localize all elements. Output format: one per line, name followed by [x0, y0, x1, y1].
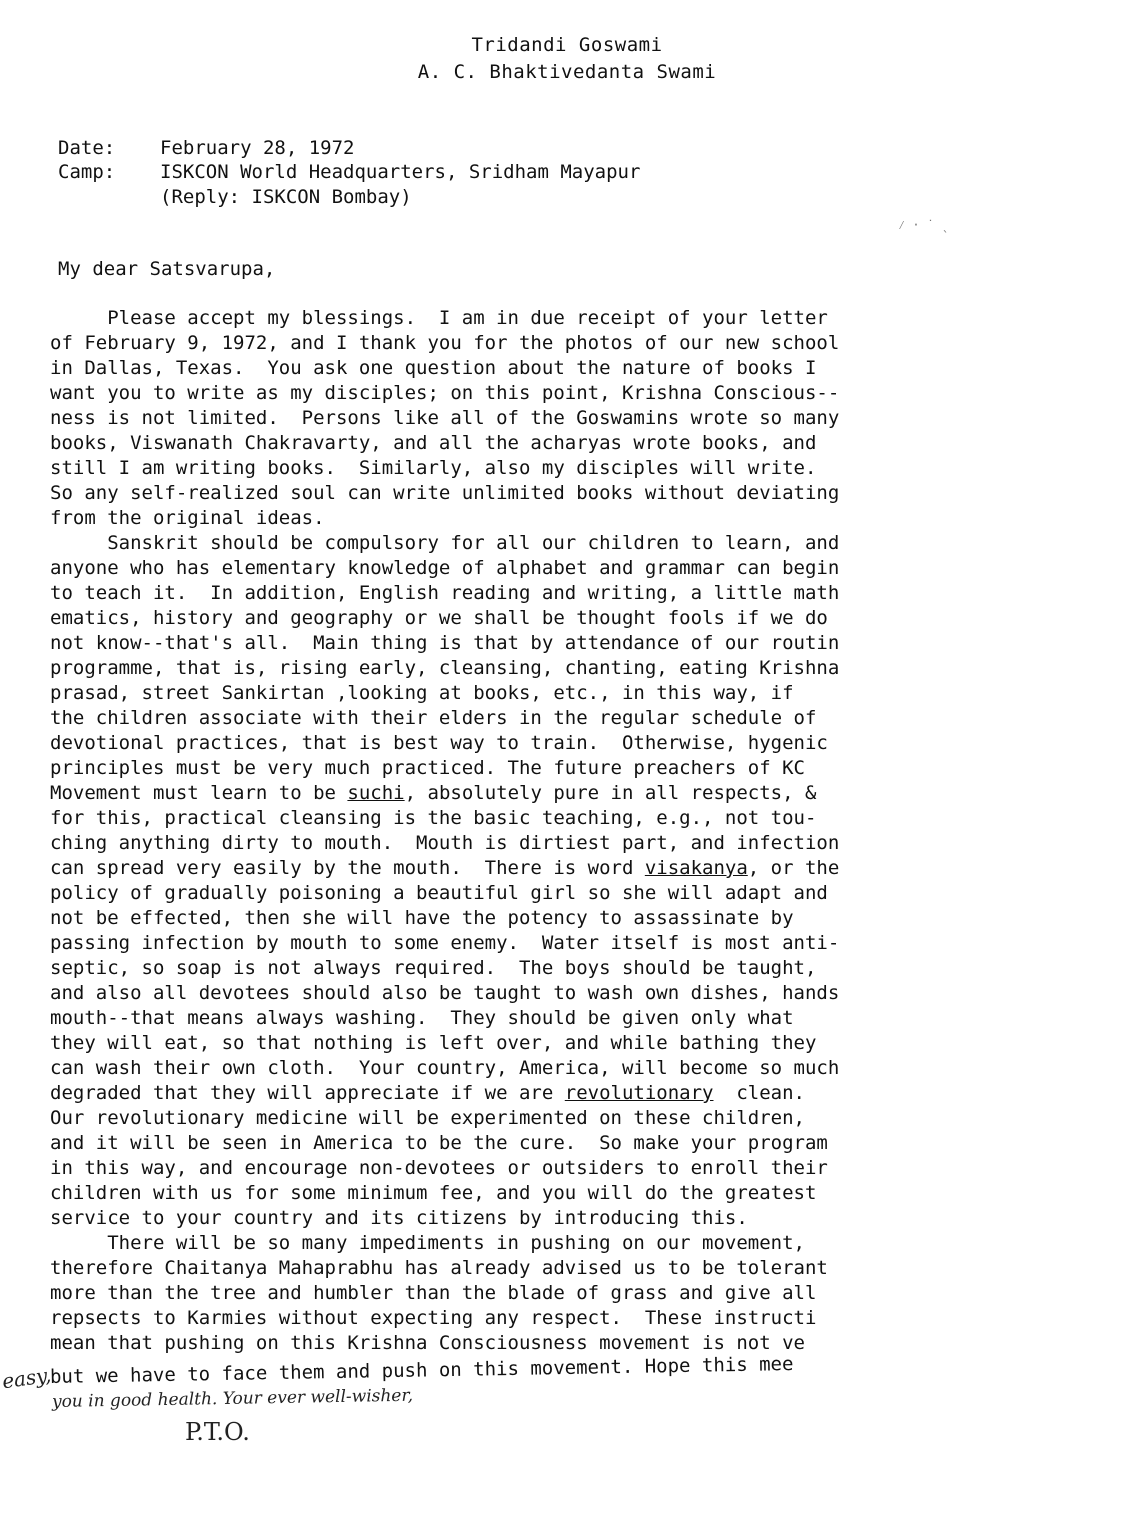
- body-line: they will eat, so that nothing is left over, and while bathing they: [50, 1032, 817, 1054]
- handwritten-closing: you in good health. Your ever well-wisher,: [51, 1385, 414, 1412]
- body-line: for this, practical cleansing is the basic teaching, e.g., not tou-: [50, 807, 817, 829]
- reply-address: (Reply: ISKCON Bombay): [160, 186, 412, 208]
- camp-label: Camp:: [58, 161, 116, 183]
- body-line: in this way, and encourage non-devotees or outsiders to enroll their: [50, 1157, 828, 1179]
- body-line: programme, that is, rising early, cleansing, chanting, eating Krishna: [50, 657, 840, 679]
- body-line: books, Viswanath Chakravarty, and all the acharyas wrote books, and: [50, 432, 817, 454]
- body-line: Our revolutionary medicine will be experimented on these children,: [50, 1107, 805, 1129]
- underlined-term-revolutionary: revolutionary: [564, 1082, 714, 1104]
- body-line: [50, 857, 839, 879]
- body-line: ching anything dirty to mouth. Mouth is dirtiest part, and infection: [50, 832, 840, 854]
- body-line: There will be so many impediments in pushing on our movement,: [50, 1232, 805, 1254]
- handwritten-margin-note: easy,: [0, 1362, 53, 1394]
- body-line: and also all devotees should also be taught to wash own dishes, hands: [50, 982, 840, 1004]
- body-line: So any self-realized soul can write unlimited books without deviating: [50, 482, 840, 504]
- body-line: want you to write as my disciples; on this point, Krishna Conscious--: [50, 382, 840, 404]
- body-line: can wash their own cloth. Your country, America, will become so much: [50, 1057, 840, 1079]
- body-line: Sanskrit should be compulsory for all our children to learn, and: [50, 532, 840, 554]
- body-line: to teach it. In addition, English reading and writing, a little math: [50, 582, 840, 604]
- body-line: policy of gradually poisoning a beautiful girl so she will adapt and: [50, 882, 828, 904]
- body-text: Movement must learn to be: [50, 782, 348, 804]
- body-line: in Dallas, Texas. You ask one question about the nature of books I: [50, 357, 817, 379]
- body-text: , absolutely pure in all respects, &: [404, 782, 817, 804]
- camp-value: ISKCON World Headquarters, Sridham Mayapur: [160, 161, 641, 183]
- handwritten-pto: P.T.O.: [185, 1418, 250, 1446]
- body-line: mean that pushing on this Krishna Consciousness movement is not ve: [50, 1332, 805, 1354]
- date-value: February 28, 1972: [160, 137, 355, 159]
- letterhead-title: Tridandi Goswami: [471, 34, 663, 56]
- body-line: passing infection by mouth to some enemy. Water itself is most anti-: [50, 932, 840, 954]
- body-line: more than the tree and humbler than the blade of grass and give all: [50, 1282, 817, 1304]
- body-line: from the original ideas.: [50, 507, 325, 529]
- body-line: devotional practices, that is best way to train. Otherwise, hygenic: [50, 732, 828, 754]
- body-line: Please accept my blessings. I am in due receipt of your letter: [50, 307, 828, 329]
- body-line: the children associate with their elders in the regular schedule of: [50, 707, 817, 729]
- body-line: repsects to Karmies without expecting any respect. These instructi: [50, 1307, 817, 1329]
- ink-smudge: ⁄ · ˙ ˎ: [898, 218, 949, 232]
- body-line: not be effected, then she will have the potency to assassinate by: [50, 907, 794, 929]
- body-line: septic, so soap is not always required. The boys should be taught,: [50, 957, 817, 979]
- date-label: Date:: [58, 137, 116, 159]
- body-line: ness is not limited. Persons like all of the Goswamins wrote so many: [50, 407, 840, 429]
- body-text: clean.: [713, 1082, 805, 1104]
- body-text: can spread very easily by the mouth. There is word: [50, 857, 645, 879]
- body-line: mouth--that means always washing. They should be given only what: [50, 1007, 794, 1029]
- salutation: My dear Satsvarupa,: [58, 258, 276, 280]
- body-text: degraded that they will appreciate if we are: [50, 1082, 565, 1104]
- body-line: still I am writing books. Similarly, also my disciples will write.: [50, 457, 817, 479]
- body-line: children with us for some minimum fee, and you will do the greatest: [50, 1182, 817, 1204]
- body-line: of February 9, 1972, and I thank you for the photos of our new school: [50, 332, 840, 354]
- body-line: ematics, history and geography or we shall be thought fools if we do: [50, 607, 828, 629]
- body-line: anyone who has elementary knowledge of alphabet and grammar can begin: [50, 557, 840, 579]
- body-line: prasad, street Sankirtan ,looking at books, etc., in this way, if: [50, 682, 794, 704]
- body-line: [50, 782, 816, 804]
- body-line: principles must be very much practiced. The future preachers of KC: [50, 757, 805, 779]
- body-line: [50, 1082, 805, 1104]
- underlined-term-visakanya: visakanya: [644, 857, 748, 879]
- body-text: , or the: [747, 857, 840, 879]
- body-line: but we have to face them and push on this movement. Hope this mee: [49, 1353, 794, 1388]
- body-line: not know--that's all. Main thing is that by attendance of our routin: [50, 632, 840, 654]
- body-line: therefore Chaitanya Mahaprabhu has already advised us to be tolerant: [50, 1257, 828, 1279]
- body-line: service to your country and its citizens by introducing this.: [50, 1207, 748, 1229]
- underlined-term-suchi: suchi: [347, 782, 405, 804]
- body-line: and it will be seen in America to be the cure. So make your program: [50, 1132, 828, 1154]
- letterhead-name: A. C. Bhaktivedanta Swami: [417, 61, 717, 83]
